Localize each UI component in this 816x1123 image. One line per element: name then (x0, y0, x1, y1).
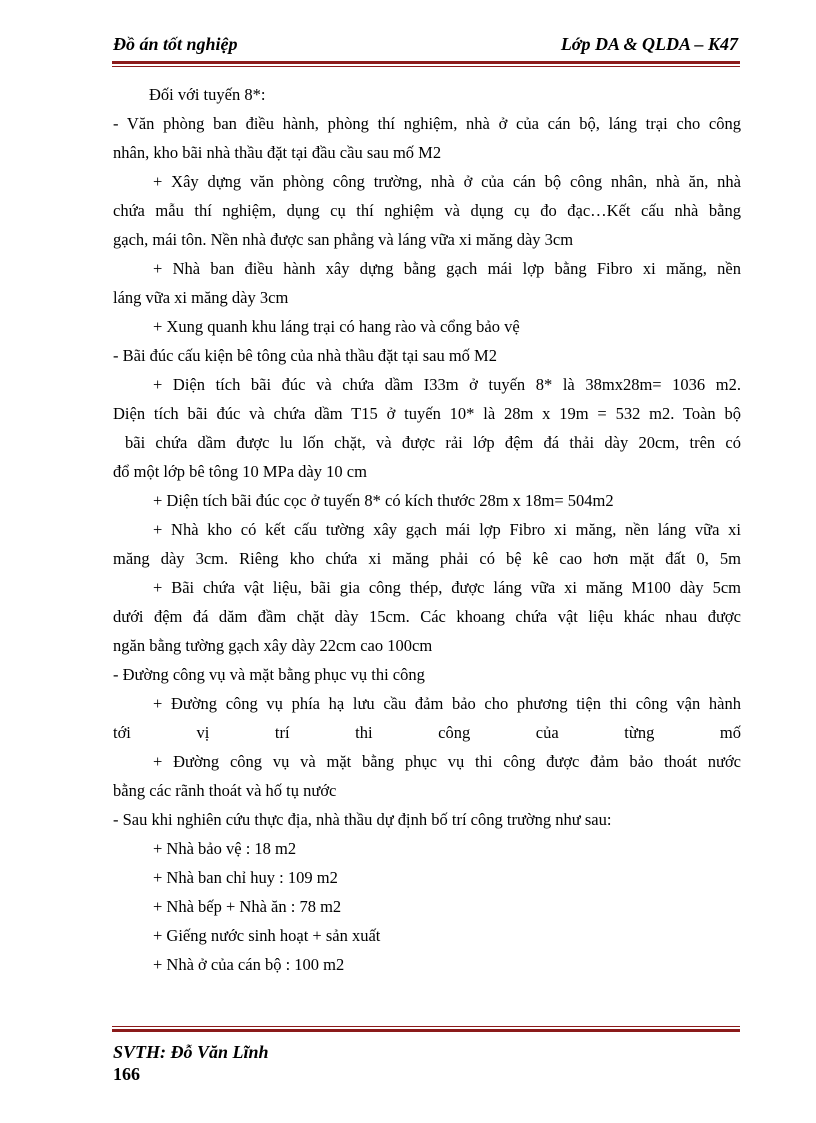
text-line: - Bãi đúc cấu kiện bê tông của nhà thầu đặt tại sau mố M2 (113, 346, 497, 365)
text-line: bằng các rãnh thoát và hố tụ nước (113, 781, 337, 800)
text-line: + Nhà ban điều hành xây dựng bằng gạch mái lợp bằng Fibro xi măng, nền (153, 259, 741, 278)
header-rule-thick (112, 61, 740, 64)
text-line: + Nhà bếp + Nhà ăn : 78 m2 (153, 897, 342, 916)
text-line: + Diện tích bãi đúc và chứa dầm I33m ở tuyến 8* là 38mx28m= 1036 m2. (153, 375, 741, 394)
text-line: chứa mẫu thí nghiệm, dụng cụ thí nghiệm và dụng cụ đo đạc…Kết cấu nhà bằng (113, 201, 741, 220)
text-line: dưới đệm đá dăm đầm chặt dày 15cm. Các khoang chứa vật liệu khác nhau được (113, 607, 741, 626)
text-line: ngăn bằng tường gạch xây dày 22cm cao 100cm (113, 636, 433, 655)
text-line: bãi chứa dầm được lu lốn chặt, và được rải lớp đệm đá thải dày 20cm, trên có (125, 433, 741, 452)
text-line: láng vữa xi măng dày 3cm (113, 288, 289, 307)
text-line: đổ một lớp bê tông 10 MPa dày 10 cm (113, 462, 367, 481)
header-left-title: Đồ án tốt nghiệp (113, 34, 238, 54)
footer-author: SVTH: Đỗ Văn Lĩnh (113, 1042, 269, 1062)
text-line: + Nhà ở của cán bộ : 100 m2 (153, 955, 345, 974)
header-rule-thin (112, 66, 740, 67)
page-body (113, 80, 741, 979)
footer-rule-thick (112, 1029, 740, 1032)
footer-rule-thin (112, 1026, 740, 1027)
text-line: + Giếng nước sinh hoạt + sản xuất (153, 926, 381, 945)
text-line: + Xung quanh khu láng trại có hang rào và cổng bảo vệ (153, 317, 520, 336)
text-line: - Văn phòng ban điều hành, phòng thí nghiệm, nhà ở của cán bộ, láng trại cho công (113, 114, 741, 133)
text-line: + Đường công vụ phía hạ lưu cầu đảm bảo cho phương tiện thi công vận hành (153, 694, 741, 713)
text-line: Đối với tuyến 8*: (149, 85, 266, 104)
text-line: + Xây dựng văn phòng công trường, nhà ở của cán bộ công nhân, nhà ăn, nhà (153, 172, 741, 191)
text-line: + Đường công vụ và mặt bằng phục vụ thi công được đảm bảo thoát nước (153, 752, 741, 771)
text-line: + Nhà ban chỉ huy : 109 m2 (153, 868, 338, 887)
header-right-class: Lớp DA & QLDA – K47 (560, 34, 738, 54)
text-line: + Bãi chứa vật liệu, bãi gia công thép, được láng vữa xi măng M100 dày 5cm (153, 578, 741, 597)
text-line: gạch, mái tôn. Nền nhà được san phẳng và láng vữa xi măng dày 3cm (113, 230, 574, 249)
text-line: + Nhà bảo vệ : 18 m2 (153, 839, 297, 858)
page-number: 166 (113, 1064, 140, 1084)
text-line: + Diện tích bãi đúc cọc ở tuyến 8* có kích thước 28m x 18m= 504m2 (153, 491, 614, 510)
text-line: - Sau khi nghiên cứu thực địa, nhà thầu dự định bố trí công trường như sau: (113, 810, 612, 829)
text-line: - Đường công vụ và mặt bằng phục vụ thi công (113, 665, 425, 684)
text-line: + Nhà kho có kết cấu tường xây gạch mái lợp Fibro xi măng, nền láng vữa xi (153, 520, 741, 539)
text-line: măng dày 3cm. Riêng kho chứa xi măng phải có bệ kê cao hơn mặt đất 0, 5m (113, 549, 741, 568)
text-line: nhân, kho bãi nhà thầu đặt tại đầu cầu sau mố M2 (113, 143, 442, 162)
text-line: tới vị trí thi công của từng mố (113, 723, 741, 742)
text-line: Diện tích bãi đúc và chứa dầm T15 ở tuyến 10* là 28m x 19m = 532 m2. Toàn bộ (113, 404, 741, 423)
